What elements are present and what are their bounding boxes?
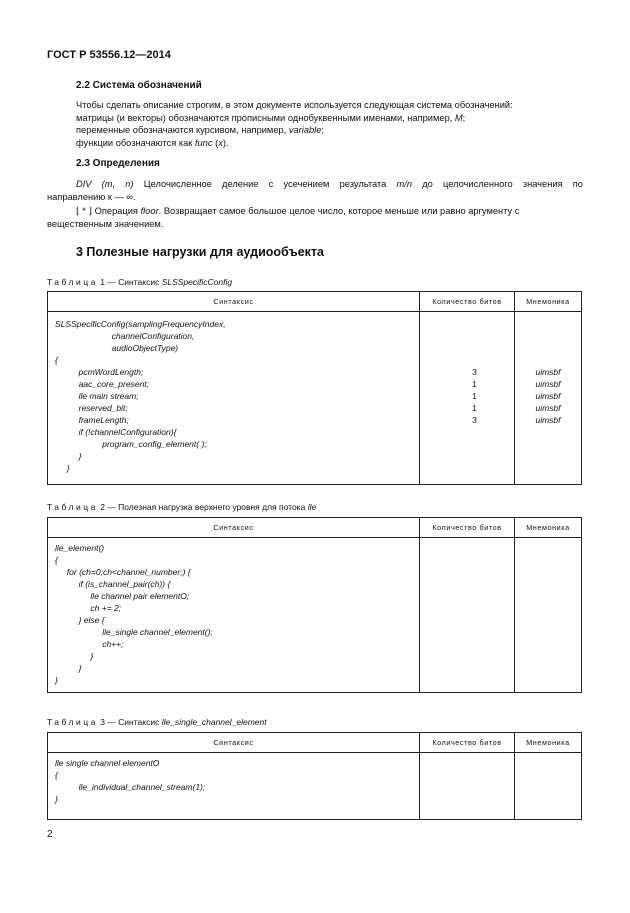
table-1-mnemonic: uimsbf uimsbf uimsbf uimsbf uimsbf: [535, 367, 561, 425]
floor-symbol: ⌊ * ⌋: [76, 206, 93, 216]
table-3-caption: Таблица 3 — Синтаксис lle_single_channel_element: [47, 717, 267, 727]
table-3-header-mnemonic: Мнемоника: [515, 733, 582, 753]
table-1-header-mnemonic: Мнемоника: [515, 292, 582, 312]
table-2-bits-cell: [420, 538, 515, 693]
section-2-3-heading: 2.3 Определения: [76, 158, 160, 169]
section-2-2-heading: 2.2 Система обозначений: [76, 80, 202, 91]
table-3-code: lle single channel elementO { lle_individual_channel_stream(1); }: [55, 758, 206, 804]
document-header: ГОСТ Р 53556.12—2014: [47, 49, 171, 61]
table-1-bits: 3 1 1 1 3: [472, 367, 477, 425]
table-3: [47, 732, 582, 820]
page-number: 2: [47, 829, 53, 840]
table-1-header-bits: Количество битов: [420, 292, 515, 312]
table-3-bits-cell: [420, 753, 515, 820]
notation-line-2: матрицы (и векторы) обозначаются прописными однобуквенными именами, например, M;: [76, 112, 466, 123]
table-2-header-mnemonic: Мнемоника: [515, 518, 582, 538]
table-3-header-bits: Количество битов: [420, 733, 515, 753]
table-2-code: lle_element() { for (ch=0;ch<channel_number;) { if (is_channel_pair(ch)) { lle channel pair elementO; ch += 2; } else { lle_single channel_element(); ch++; } } }: [55, 543, 213, 685]
table-1-caption: Таблица 1 — Синтаксис SLSSpecificConfig: [47, 277, 233, 287]
table-1: [47, 291, 582, 485]
section-2-2-body: [76, 99, 586, 149]
floor-definition-cont: вещественным значением.: [47, 218, 164, 229]
table-2-header-syntax: Синтаксис: [48, 518, 420, 538]
table-2-caption: Таблица 2 — Полезная нагрузка верхнего уровня для потока lle: [47, 502, 317, 512]
section-3-heading: 3 Полезные нагрузки для аудиообъекта: [76, 245, 324, 259]
table-1-header-syntax: Синтаксис: [48, 292, 420, 312]
table-1-code: SLSSpecificConfig(samplingFrequencyIndex, channelConfiguration, audioObjectType) { pcmWordLength; aac_core_present; lle main stream; reserved_bit; frameLength; if (!channelConfiguration){ program_config_element( ); } }: [55, 319, 226, 473]
floor-definition: ⌊ * ⌋ Операция floor. Возвращает самое большое целое число, которое меньше или равно аргументу с: [76, 206, 520, 216]
table-2-mnemonic-cell: [515, 538, 582, 693]
notation-line-4: функции обозначаются как func (x).: [76, 137, 229, 148]
table-2-header-bits: Количество битов: [420, 518, 515, 538]
table-3-header-syntax: Синтаксис: [48, 733, 420, 753]
notation-line-1: Чтобы сделать описание строгим, в этом документе используется следующая система обозначений:: [76, 100, 513, 110]
div-definition-cont: направлению к — ∞.: [47, 191, 136, 202]
notation-line-3: переменные обозначаются курсивом, например, variable;: [76, 125, 324, 135]
table-2: [47, 517, 582, 693]
div-definition: DIV (m, n) Целочисленное деление с усечением результата m/n до целочисленного значения по: [76, 179, 583, 189]
table-3-mnemonic-cell: [515, 753, 582, 820]
section-2-3-body: [47, 178, 583, 230]
